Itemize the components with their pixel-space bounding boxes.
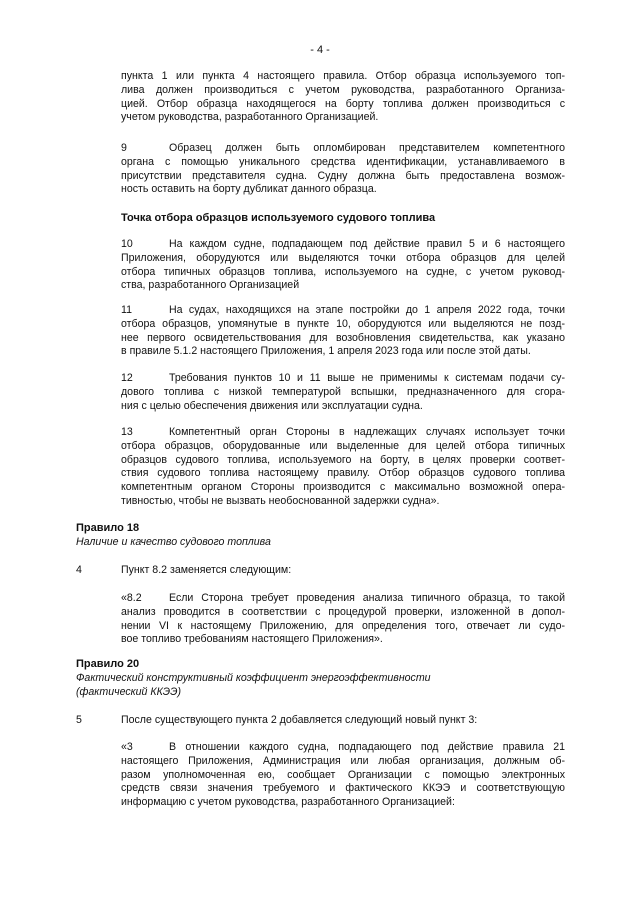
- text-line: присутствии представителя судна. Судну должна быть предоставлена возмож-: [121, 169, 565, 182]
- text-line: «3 В отношении каждого судна, подпадающего под действие правила 21: [121, 741, 565, 753]
- paragraph-number: 12: [121, 372, 133, 384]
- paragraph-number: 9: [121, 142, 127, 154]
- rule-subtitle: [76, 672, 496, 700]
- paragraph-number: «3: [121, 741, 133, 753]
- text-line: средств связи значения требуемого и фактического ККЭЭ и соответствующую: [121, 782, 565, 795]
- text-line: в правиле 5.1.2 настоящего Приложения, 1 апреля 2023 года или после этой даты.: [121, 345, 531, 358]
- text-line: цией. Отбор образца находящегося на борту топлива должен производиться с: [121, 97, 565, 110]
- paragraph-continuation: [121, 70, 565, 125]
- text-line: анализ проводится в соответствии с процедурой проверки, изложенной в допол-: [121, 605, 565, 618]
- text-line: лива должен производиться с учетом руководства, разработанного Организа-: [121, 83, 565, 96]
- text-line: тивностью, чтобы не вызвать необоснованной задержки судна».: [121, 494, 440, 507]
- text-line: Приложения, оборудуются или выделяются точки отбора образцов для целей: [121, 251, 565, 264]
- section-heading: Точка отбора образцов используемого судового топлива: [121, 212, 436, 224]
- paragraph-10: [121, 238, 565, 293]
- text-line: нении VI к настоящему Приложению, для определения того, отвечает ли судо-: [121, 619, 565, 632]
- paragraph-number: 13: [121, 426, 133, 438]
- text-line: ния с целью обеспечения движения или эксплуатации судна.: [121, 399, 423, 412]
- text-line: 13 Компетентный орган Стороны в надлежащих случаях использует точки: [121, 426, 565, 438]
- paragraph-11: [121, 304, 565, 359]
- text-line: 10 На каждом судне, подпадающем под действие правил 5 и 6 настоящего: [121, 238, 565, 250]
- quoted-paragraph-8-2: [121, 592, 565, 647]
- text-line: образцов судового топлива, используемого на борту, в целях проверки соответ-: [121, 453, 565, 466]
- text-line: 9 Образец должен быть опломбирован представителем компетентного: [121, 142, 565, 154]
- subtitle-line: Фактический конструктивный коэффициент энергоэффективности: [76, 672, 431, 684]
- item-text: Пункт 8.2 заменяется следующим:: [121, 564, 292, 576]
- text-line: отбора образцов, упомянутые в пункте 10, оборудуются или выделяются не позд-: [121, 317, 565, 330]
- paragraph-number: «8.2: [121, 592, 142, 604]
- text-line: настоящего Приложения, Администрация или любая организация, должным об-: [121, 754, 565, 767]
- text-line: органа с помощью уникального средства идентификации, устанавливаемого в: [121, 155, 565, 168]
- text-line: отбора образцов, оборудованные или выделенные для целей отбора типичных: [121, 439, 565, 452]
- quoted-paragraph-3: [121, 741, 565, 810]
- text-line: 11 На судах, находящихся на этапе постройки до 1 апреля 2022 года, точки: [121, 304, 565, 316]
- text-line: ствия судового топлива настоящему правилу. Отбор образцов судового топлива: [121, 467, 565, 480]
- text-line: вое топливо требованиям настоящего Приложения».: [121, 633, 383, 646]
- paragraph-13: [121, 426, 565, 509]
- rule-title: Правило 18: [76, 522, 140, 534]
- text-line: учетом руководства, разработанного Организацией.: [121, 111, 379, 124]
- text-line: «8.2 Если Сторона требует проведения анализа типичного образца, то такой: [121, 592, 565, 604]
- item-number: 5: [76, 714, 82, 726]
- text-line: 12 Требования пунктов 10 и 11 выше не применимы к системам подачи су-: [121, 372, 565, 384]
- rule-title: Правило 20: [76, 658, 140, 670]
- item-number: 4: [76, 564, 82, 576]
- text-line: отбора типичных образцов топлива, используемого на судне, с учетом руковод-: [121, 265, 565, 278]
- item-text: После существующего пункта 2 добавляется следующий новый пункт 3:: [121, 714, 478, 726]
- text-line: ства, разработанного Организацией: [121, 279, 300, 292]
- rule-subtitle: Наличие и качество судового топлива: [76, 536, 271, 548]
- paragraph-9: [121, 142, 565, 197]
- text-line: разом уполномоченная ею, сообщает Организации с помощью электронных: [121, 768, 565, 781]
- paragraph-number: 10: [121, 238, 133, 250]
- paragraph-number: 11: [121, 304, 132, 316]
- text-line: нее первого освидетельствования для возобновления свидетельства, как указано: [121, 331, 565, 344]
- paragraph-12: [121, 372, 565, 413]
- text-line: пункта 1 или пункта 4 настоящего правила. Отбор образца используемого топ-: [121, 70, 565, 82]
- page-number: - 4 -: [310, 44, 330, 56]
- text-line: дового топлива с низкой температурой вспышки, предназначенного для сгора-: [121, 385, 565, 398]
- text-line: информацию с учетом руководства, разработанного Организацией:: [121, 796, 455, 809]
- subtitle-line: (фактический ККЭЭ): [76, 685, 181, 698]
- text-line: компетентным органом Стороны производится с максимально возможной опера-: [121, 481, 565, 494]
- text-line: ность оставить на борту дубликат данного образца.: [121, 183, 377, 196]
